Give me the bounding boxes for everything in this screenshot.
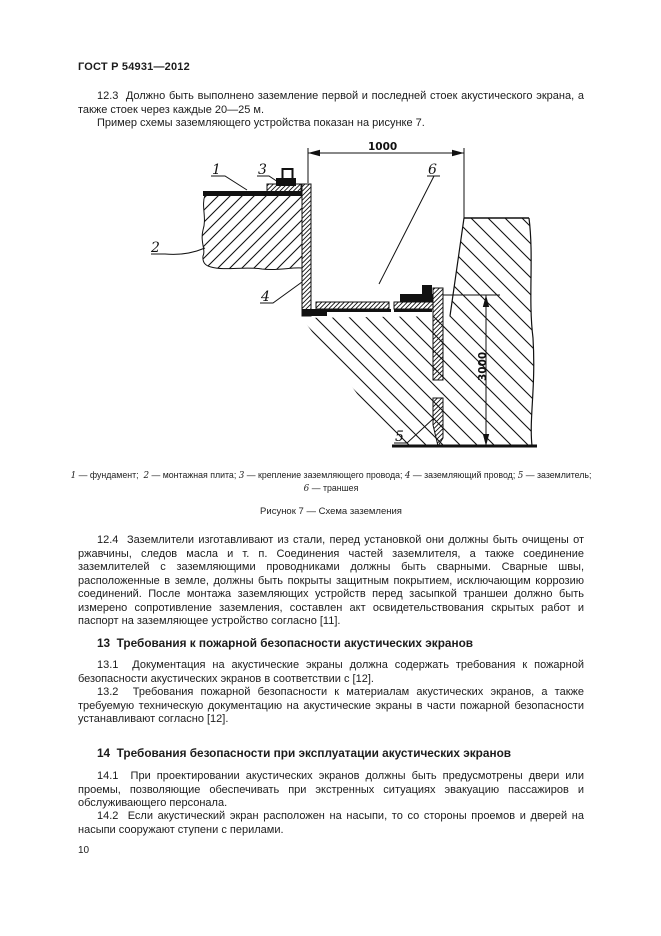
figure-caption-line1: 1 — фундамент; 2 — монтажная плита; 3 — крепление заземляющего провода; 4 — заземляющий провод; 5 — заземлитель; bbox=[70, 470, 592, 481]
callout-3-fastening: 3 bbox=[258, 162, 267, 178]
foundation-block bbox=[202, 191, 302, 270]
dim-1000-label: 1000 bbox=[368, 141, 398, 153]
figure-caption bbox=[64, 470, 598, 495]
paragraph-14-2: 14.2 Если акустический экран расположен на насыпи, то со стороны проемов и дверей на насыпи сооружают ступени с перилами. bbox=[78, 810, 584, 836]
paragraph-13-2: 13.2 Требования пожарной безопасности к материалам акустических экранов, а также требуемую техническую документацию на акустические экраны в части пожарной безопасности устанавливают согласно [12]. bbox=[78, 686, 584, 725]
soil-region bbox=[302, 218, 534, 446]
caption-ref-number: 5 bbox=[517, 471, 524, 481]
document-code-header: ГОСТ Р 54931—2012 bbox=[78, 61, 190, 73]
callout-6-trench: 6 bbox=[428, 162, 437, 178]
wire-fastening bbox=[267, 169, 301, 192]
callout-4-conductor: 4 bbox=[261, 289, 270, 305]
page-number: 10 bbox=[78, 845, 90, 856]
section-13-heading: 13 Требования к пожарной безопасности акустических экранов bbox=[97, 636, 474, 650]
callout-5-rod: 5 bbox=[395, 429, 404, 445]
paragraph-12-3-example: Пример схемы заземляющего устройства показан на рисунке 7. bbox=[97, 117, 425, 129]
section-14-heading: 14 Требования безопасности при эксплуатации акустических экранов bbox=[97, 746, 512, 760]
caption-ref-number: 6 bbox=[303, 483, 310, 494]
caption-ref-number: 2 bbox=[143, 471, 150, 481]
paragraph-13-1: 13.1 Документация на акустические экраны должна содержать требования к пожарной безопасности акустических экранов в соответствии с [12]. bbox=[78, 659, 584, 685]
caption-ref-number: 4 bbox=[404, 471, 411, 481]
paragraph-12-3: 12.3 Должно быть выполнено заземление первой и последней стоек акустического экрана, а также стоек через каждые 20—25 м. bbox=[78, 90, 584, 116]
figure-title: Рисунок 7 — Схема заземления bbox=[260, 506, 402, 517]
grounding-conductor bbox=[302, 184, 433, 316]
figure-caption-line2: 6 — траншея bbox=[303, 482, 359, 494]
grounding-scheme-figure bbox=[0, 138, 661, 468]
paragraph-12-4: 12.4 Заземлители изготавливают из стали, перед установкой они должны быть очищены от ржавчины, следов масла и т. п. Соединения частей заземлителя, а также соединение заземлителей с заземляющими проводниками должны быть сварными. Сварные швы, расположенные в земле, должны быть покрыты защитным покрытием, исключающим коррозию соединений. После монтажа заземляющих устройств перед засыпкой траншеи должно быть измерено сопротивление заземления, составлен акт освидетельствования скрытых работ и паспорт на заземляющее устройство согласно [11]. bbox=[78, 534, 584, 627]
paragraph-14-1: 14.1 При проектировании акустических экранов должны быть предусмотрены двери или проемы, позволяющие обеспечивать при экстренных ситуациях эвакуацию пассажиров и обслуживающего персонала. bbox=[78, 770, 584, 809]
earthing-rod bbox=[433, 288, 443, 446]
caption-ref-number: 3 bbox=[238, 471, 245, 481]
callout-1-plate: 1 bbox=[212, 162, 221, 178]
caption-ref-number: 1 bbox=[70, 471, 77, 481]
dim-3000-label: 3000 bbox=[477, 351, 489, 381]
callout-2-foundation: 2 bbox=[151, 240, 160, 256]
dimension-1000 bbox=[308, 141, 464, 218]
